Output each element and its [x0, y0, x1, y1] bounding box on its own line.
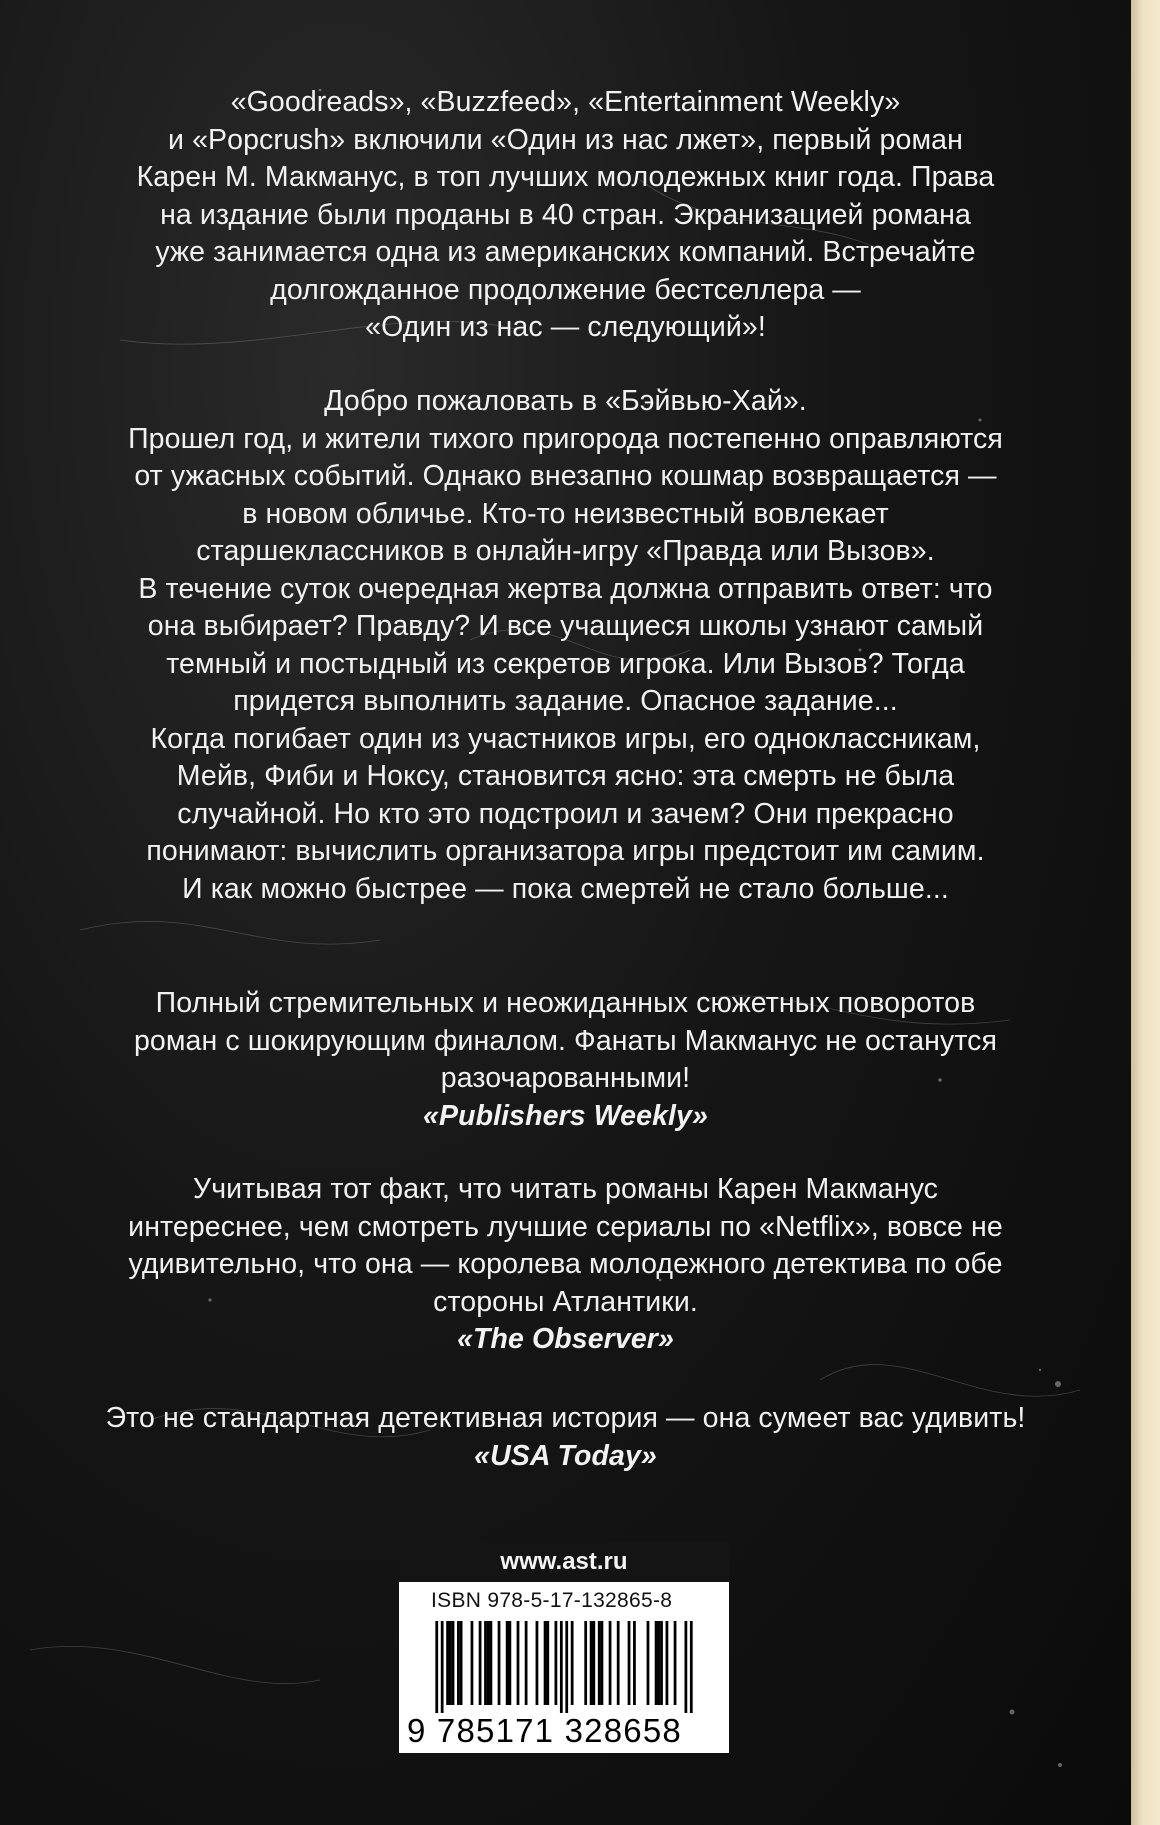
barcode-bar [674, 1621, 677, 1705]
synopsis-line: понимают: вычислить организатора игры предстоит им самим. [146, 835, 985, 867]
barcode-bar [685, 1621, 688, 1713]
intro-line: долгожданное продолжение бестселлера — [270, 273, 861, 306]
barcode-bar [449, 1621, 452, 1705]
review-line: удивительно, что она — королева молодежного детектива по обе [128, 1248, 1003, 1280]
barcode-bar [490, 1621, 493, 1705]
intro-line: и «Popcrush» включили «Один из нас лжет», первый роман [168, 123, 963, 156]
page-edge [1131, 0, 1160, 1825]
review-line: Это не стандартная детективная история — она сумеет вас удивить! [105, 1402, 1026, 1434]
review-source: «Publishers Weekly» [423, 1099, 708, 1132]
intro-paragraph [40, 84, 1091, 347]
barcode-bar [655, 1621, 658, 1705]
barcode-bar [598, 1621, 601, 1705]
barcode-bar [435, 1621, 438, 1713]
review-line: интереснее, чем смотреть лучшие сериалы по «Netflix», вовсе не [128, 1210, 1003, 1243]
review-source: «The Observer» [457, 1323, 674, 1355]
barcode-bar [565, 1621, 568, 1713]
intro-line: уже занимается одна из американских компаний. Встречайте [155, 236, 976, 268]
synopsis-line: в новом обличье. Кто-то неизвестный вовлекает [242, 497, 889, 530]
barcode-bar [471, 1621, 474, 1705]
barcode-bar [536, 1621, 539, 1705]
barcode-bar [560, 1621, 563, 1713]
barcode-bar [546, 1621, 549, 1705]
barcode-bar [657, 1621, 660, 1705]
review-line: стороны Атлантики. [433, 1285, 698, 1318]
review-usa-today [40, 1400, 1091, 1475]
barcode-bar [506, 1621, 509, 1705]
review-publishers-weekly [40, 985, 1091, 1135]
barcode-bar [487, 1621, 490, 1705]
barcode-bar [592, 1621, 595, 1705]
barcode-panel [399, 1541, 729, 1753]
isbn-number: ISBN 978-5-17-132865-8 [431, 1589, 673, 1612]
publisher-url: www.ast.ru [399, 1541, 729, 1582]
review-line: разочарованными! [440, 1062, 691, 1094]
review-line: Полный стремительных и неожиданных сюжетных поворотов [155, 987, 976, 1019]
barcode-bar [666, 1621, 669, 1705]
intro-line: Карен М. Макманус, в топ лучших молодежных книг года. Права [136, 161, 995, 193]
barcode-bar [441, 1621, 444, 1713]
barcode-bar [609, 1621, 612, 1705]
barcode-bar [525, 1621, 528, 1705]
intro-line: «Один из нас — следующий»! [365, 311, 766, 343]
barcode-bar [508, 1621, 511, 1705]
review-line: роман с шокирующим финалом. Фанаты Макманус не останутся [133, 1024, 998, 1057]
barcode-bar [628, 1621, 631, 1705]
synopsis-line: она выбирает? Правду? И все учащиеся школы узнают самый [147, 610, 984, 642]
barcode-bar [479, 1621, 482, 1705]
intro-line: «Goodreads», «Buzzfeed», «Entertainment Weekly» [230, 86, 901, 118]
barcode-bar [484, 1621, 487, 1705]
barcode-bars [411, 1621, 717, 1713]
barcode-bar [633, 1621, 636, 1705]
review-source: «USA Today» [474, 1439, 657, 1472]
review-line: Учитывая тот факт, что читать романы Карен Макманус [192, 1173, 938, 1205]
barcode-bar [544, 1621, 547, 1705]
barcode-bar [457, 1621, 460, 1705]
synopsis-line: старшеклассников в онлайн-игру «Правда или Вызов». [196, 535, 935, 567]
barcode-bar [690, 1621, 693, 1713]
barcode-bar [590, 1621, 593, 1705]
barcode-bar [555, 1621, 558, 1705]
barcode-bar [601, 1621, 604, 1705]
synopsis-line: Когда погибает один из участников игры, его одноклассникам, [150, 722, 981, 755]
synopsis-line: В течение суток очередная жертва должна отправить ответ: что [138, 572, 993, 605]
synopsis-line: Прошел год, и жители тихого пригорода постепенно оправляются [128, 422, 1003, 455]
intro-line: на издание были проданы в 40 стран. Экранизацией романа [160, 198, 971, 231]
barcode-bar [617, 1621, 620, 1705]
barcode-bar [460, 1621, 463, 1705]
barcode-bar [584, 1621, 587, 1705]
synopsis-line: И как можно быстрее — пока смертей не стало больше... [182, 872, 949, 905]
synopsis-line: от ужасных событий. Однако внезапно кошмар возвращается — [134, 460, 997, 492]
barcode-bar [452, 1621, 455, 1705]
barcode-bar [571, 1621, 574, 1705]
synopsis-line: Добро пожаловать в «Бэйвью-Хай». [324, 385, 807, 417]
synopsis-line: Мейв, Фиби и Ноксу, становится ясно: эта смерть не была [176, 760, 955, 792]
barcode-bar [498, 1621, 501, 1705]
barcode-bar [647, 1621, 650, 1705]
review-the-observer [40, 1171, 1091, 1359]
barcode-bar [660, 1621, 663, 1705]
synopsis-line: придется выполнить задание. Опасное задание... [233, 685, 898, 717]
synopsis-line: темный и постыдный из секретов игрока. Или Вызов? Тогда [166, 647, 965, 680]
synopsis-line: случайной. Но кто это подстроил и зачем? Они прекрасно [177, 797, 954, 830]
barcode-digits: 9 785171 328658 [407, 1712, 682, 1749]
barcode-bar [517, 1621, 520, 1705]
synopsis-paragraph [40, 383, 1091, 908]
barcode-bar [446, 1621, 449, 1705]
